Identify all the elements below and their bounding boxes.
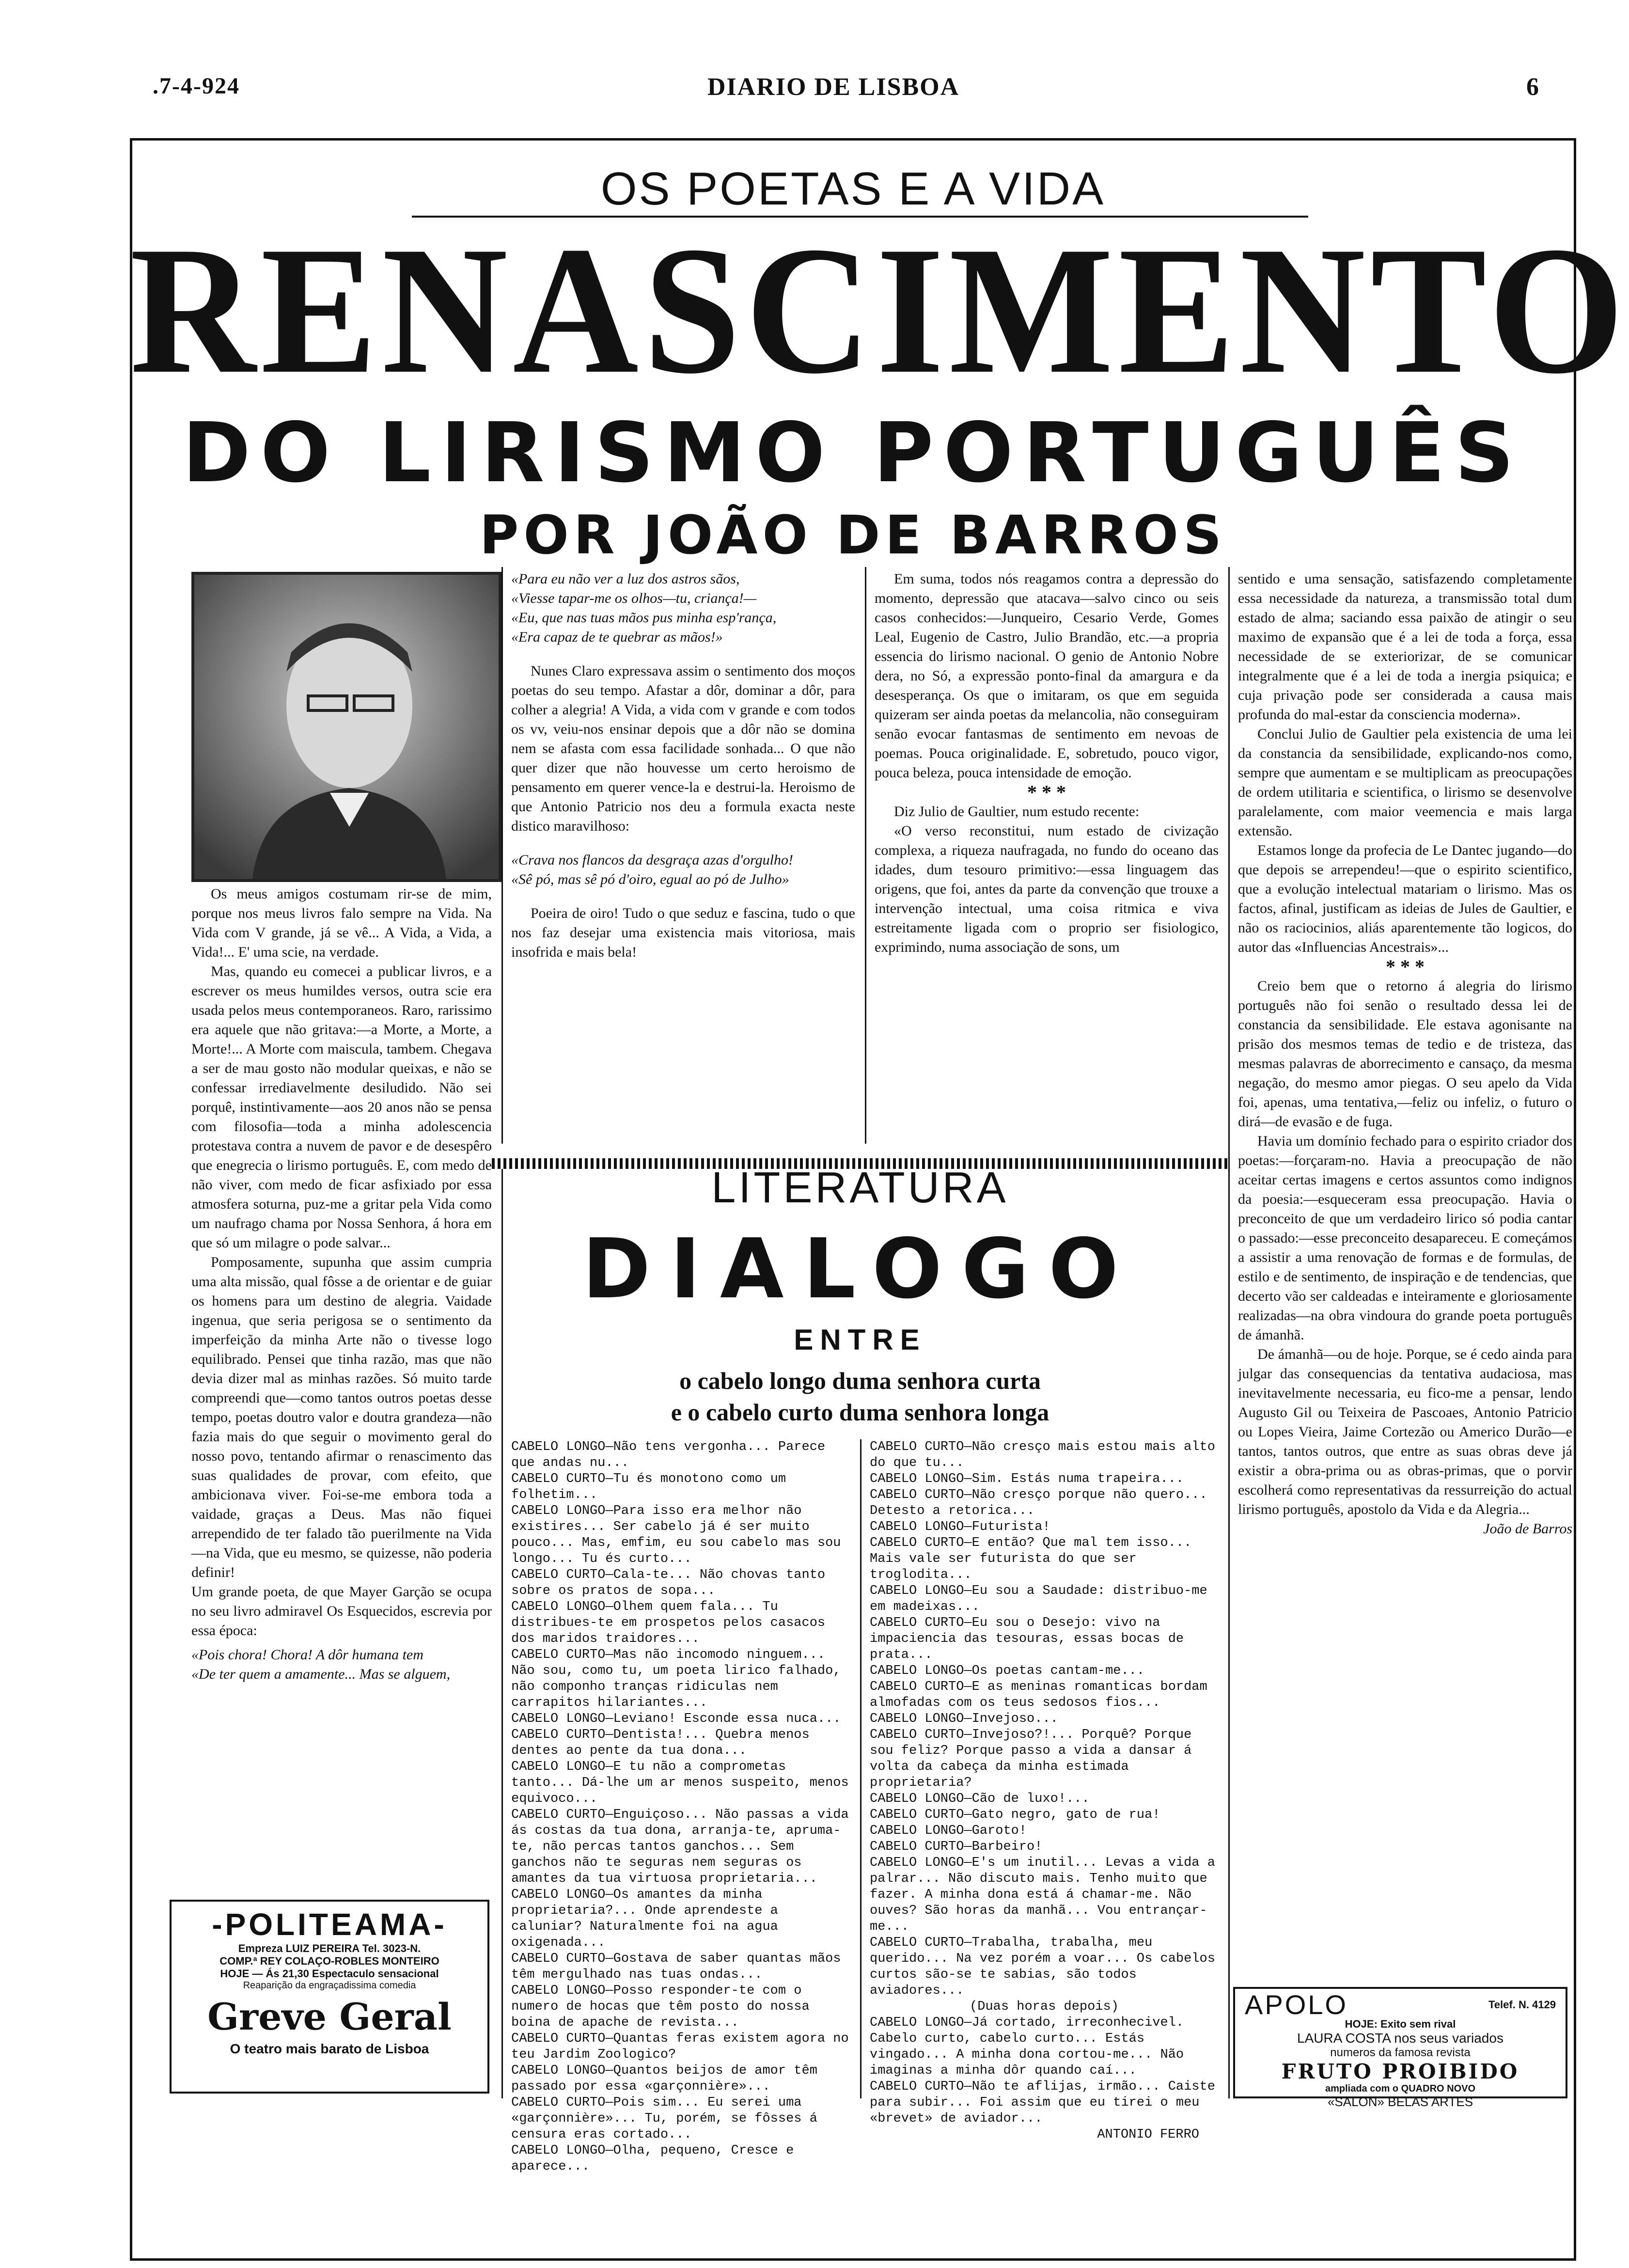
verse-line: «Para eu não ver a luz dos astros sãos, <box>511 571 740 587</box>
dialog-column-rule <box>860 1439 861 2098</box>
section-stars: * * * <box>1386 956 1425 977</box>
dialog-line: CABELO LONGO—Olha, pequeno, Cresce e aparece... <box>511 2143 794 2174</box>
article-column-1 <box>191 884 492 1684</box>
dialog-line: CABELO LONGO—Quantos beijos de amor têm passado por essa «garçonnière»... <box>511 2063 817 2094</box>
section-subtitle-line: o cabelo longo duma senhora curta <box>679 1367 1041 1394</box>
dialog-line: CABELO CURTO—Não cresço mais estou mais alto do que tu... <box>870 1440 1215 1470</box>
article-column-3 <box>875 569 1219 957</box>
dialog-line: CABELO LONGO—Os amantes da minha proprietaria?... Onde aprendeste a caluniar? Naturalmente foi na agua oxigenada... <box>511 1888 778 1950</box>
ad-title: -POLITEAMA- <box>212 1907 447 1942</box>
dialog-line: CABELO LONGO—Eu sou a Saudade: distribuo-me em madeixas... <box>870 1584 1207 1614</box>
paragraph: sentido e uma sensação, satisfazendo completamente essa necessidade da natureza, a transmissão total dum estado de alma; saciando essa paixão de atingir o seu maximo de expansão que é a lei de toda a força, essa necessidade de se exteriorizar, de se comunicar integralmente que é a lei de toda a inergia psiquica; e cuja privação pode ser considerada a causa mais profunda do mal-estar da consciencia moderna». <box>1238 571 1572 723</box>
dialog-line: CABELO LONGO—Olhem quem fala... Tu distribues-te em prospetos pelos casacos dos maridos traidores... <box>511 1600 826 1646</box>
verse-line: «Pois chora! Chora! A dôr humana tem <box>191 1647 423 1663</box>
dialog-line: CABELO LONGO—Garoto! <box>870 1824 1027 1838</box>
dialog-column-b <box>870 1439 1219 2142</box>
paragraph: Creio bem que o retorno á alegria do lirismo português não foi senão o resultado dessa lei de constancia da sensibilidade. Ele estava agonisante na prisão dos mesmos temas de tedio e de tristeza, das mesmas palavras de aborrecimento e cansaço, da mesma negação, do mesmo amor piegas. O seu apelo da Vida foi, apenas, uma tentativa,—feliz ou infeliz, o futuro o dirá—de evasão e de fuga. <box>1238 978 1572 1130</box>
verse-line: «Crava nos flancos da desgraça azas d'orgulho! <box>511 852 793 868</box>
paragraph: Poeira de oiro! Tudo o que seduz e fascina, tudo o que nos faz desejar uma existencia mais vitoriosa, mais insofrida e mais bela! <box>511 905 855 960</box>
ad-line: HOJE — Ás 21,30 Espectaculo sensacional <box>220 1968 439 1980</box>
dialog-line: CABELO CURTO—Não cresço porque não quero... Detesto a retorica... <box>870 1488 1207 1518</box>
dialog-line: CABELO LONGO—Já cortado, irreconhecivel. Cabelo curto, cabelo curto... Estás vingado... A minha dona cortou-me... Não imaginas a minha dôr quando caí... <box>870 2016 1184 2078</box>
dialog-line: CABELO CURTO—Tu és monotono como um folhetim... <box>511 1472 786 1502</box>
dialog-line: CABELO CURTO—Barbeiro! <box>870 1840 1043 1854</box>
ad-play-title: Greve Geral <box>207 1995 452 2038</box>
section-title: DIALOGO <box>582 1221 1138 1317</box>
verse-line: «Sê pó, mas sê pó d'oiro, egual ao pó de Julho» <box>511 871 789 887</box>
paragraph: Diz Julio de Gaultier, num estudo recente: <box>894 803 1140 819</box>
section-kicker: LITERATURA <box>711 1164 1009 1212</box>
dialog-line: CABELO CURTO—E então? Que mal tem isso... Mais vale ser futurista do que ser troglodita... <box>870 1536 1192 1582</box>
paragraph: Estamos longe da profecia de Le Dantec jugando—do que depois se arrependeu!—que o espirito scientifico, que a evolução intelectual matariam o lirismo. Mas os factos, afinal, justificam as ideias de Jules de Gaultier, e não os raciocinios, aliás aparentemente tão logicos, do autor das «Influencias Ancestrais»... <box>1238 842 1572 955</box>
ad-play-title: FRUTO PROIBIDO <box>1281 2060 1519 2083</box>
ad-line: «SALON» BELAS ARTES <box>1327 2095 1473 2109</box>
paragraph: Pomposamente, supunha que assim cumpria uma alta missão, qual fôsse a de orientar e de guiar os homens para um destino de alegria. Vaidade ingenua, que seria perigosa se o sentimento da imperfeição da minha Arte não o tivesse logo equilibrado. Pensei que tinha razão, mas que não devia dizer mal as minhas razões. Só muito tarde compreendi que—como tantos outros poetas desse tempo, poetas doutro valor e doutra grandeza—não fazia mais do que seguir o movimento geral do nosso povo, tentando afirmar o renascimento das suas qualidades de provar, com efeito, que ambicionava viver. Foi-se-me embora toda a vaidade, graças a Deus. Mas não fiquei arrependido de ter falado tão puerilmente na Vida—na Vida, que eu mesmo, se quizesse, não poderia definir! <box>191 1254 492 1580</box>
dialog-stage-note: (Duas horas depois) <box>970 2000 1119 2014</box>
author-portrait <box>191 572 501 882</box>
dialog-line: CABELO LONGO—E tu não a comprometas tanto... Dá-lhe um ar menos suspeito, menos equivoco... <box>511 1760 849 1806</box>
dialog-line: CABELO CURTO—Enguiçoso... Não passas a vida ás costas da tua dona, arranja-te, apruma-te, não percas tantos ganchos... Sem ganchos não te seguras nem seguras os amantes da tua virtuosa proprietaria... <box>511 1808 849 1886</box>
ad-line: HOJE: Exito sem rival <box>1345 2018 1456 2030</box>
ad-line: numeros da famosa revista <box>1330 2046 1471 2059</box>
paragraph: «O verso reconstitui, num estado de civização complexa, a riqueza naufragada, no fundo do oceano das idades, dum tesouro primitivo:—essa linguagem das origens, que foi, antes da parte da convenção que trouxe a intervenção intectual, uma coisa ritmica e viva estreitamente ligada com o proprio ser fisiologico, exprimindo, numa associação de sons, um <box>875 823 1219 955</box>
dialog-line: CABELO CURTO—Eu sou o Desejo: vivo na impaciencia das tesouras, essas bocas de prata... <box>870 1616 1184 1662</box>
dialog-line: CABELO LONGO—Para isso era melhor não existires... Ser cabelo já é ser muito pouco... Mas, emfim, eu sou cabelo mas sou longo... Tu és curto... <box>511 1504 841 1566</box>
verse-line: «De ter quem a amamente... Mas se alguem, <box>191 1666 451 1682</box>
column-rule <box>501 567 503 1144</box>
ad-line: Empreza LUIZ PEREIRA Tel. 3023-N. <box>238 1942 421 1954</box>
verse-line: «Viesse tapar-me os olhos—tu, criança!— <box>511 590 757 606</box>
column-rule <box>1228 567 1230 2098</box>
dialog-line: CABELO CURTO—Quantas feras existem agora no teu Jardim Zoologico? <box>511 2032 849 2062</box>
paragraph: Conclui Julio de Gaultier pela existencia de uma lei da constancia da sensibilidade, explicando-nos como, sempre que aumentam e se multiplicam as preocupações de ordem utilitaria e scientifica, o lirismo se desenvolve paralelamente, com maior veemencia e mais larga extensão. <box>1238 726 1572 839</box>
ad-line: COMP.ª REY COLAÇO-ROBLES MONTEIRO <box>219 1955 439 1967</box>
dialog-line: CABELO CURTO—Dentista!... Quebra menos dentes ao pente da tua dona... <box>511 1728 810 1758</box>
paragraph: Os meus amigos costumam rir-se de mim, porque nos meus livros falo sempre na Vida. Na Vida com V grande, já se vê... A Vida, a Vida, a Vida!... E' uma scie, na verdade. <box>191 886 492 960</box>
ad-line: LAURA COSTA nos seus variados <box>1297 2031 1504 2046</box>
verse-line: «Era capaz de te quebrar as mãos!» <box>511 629 723 645</box>
dialog-line: CABELO LONGO—Cão de luxo!... <box>870 1792 1090 1806</box>
article-title: RENASCIMENTO <box>130 208 1629 411</box>
dialog-line: CABELO LONGO—Leviano! Esconde essa nuca... <box>511 1712 841 1726</box>
dialog-line: CABELO LONGO—Posso responder-te com o numero de hocas que têm posto do nossa boina de apache de revista... <box>511 1984 810 2030</box>
newspaper-name: DIARIO DE LISBOA <box>707 73 960 101</box>
dialog-line: CABELO CURTO—Cala-te... Não chovas tanto sobre os pratos de sopa... <box>511 1568 826 1598</box>
paragraph: Em suma, todos nós reagamos contra a depressão do momento, depressão que atacava—salvo cinco ou seis casos conhecidos:—Junqueiro, Cesario Verde, Gomes Leal, Eugenio de Castro, Julio Brandão, etc.—a propria essencia do lirismo nacional. O genio de Antonio Nobre dera, no Só, a expressão ponto-final da amargura e da desesperança. Os que o imitaram, os que em seguida quizeram ser ainda poetas da melancolia, não conseguiram senão evocar fantasmas de sentimento em nevoas de poemas. Pouca originalidade. E, sobretudo, pouco vigor, pouca beleza, pouca intensidade de emoção. <box>875 571 1219 781</box>
dialog-line: CABELO CURTO—E as meninas romanticas bordam almofadas com os teus sedosos fios... <box>870 1680 1207 1710</box>
article-column-2 <box>511 569 855 962</box>
dialog-line: CABELO LONGO—Invejoso... <box>870 1712 1058 1726</box>
section-stars: * * * <box>1027 781 1066 803</box>
dialog-line: CABELO LONGO—Os poetas cantam-me... <box>870 1664 1145 1678</box>
dialog-line: CABELO LONGO—Futurista! <box>870 1520 1050 1534</box>
paragraph: De ámanhã—ou de hoje. Porque, se é cedo ainda para julgar das consequencias da tentativa audaciosa, mas inevitavelmente necessaria, eu fico-me a pensar, lendo Augusto Gil ou Teixeira de Pascoaes, Antonio Patricio ou Lopes Vieira, Jaime Cortezão ou Americo Durão—e tantos, tantos outros, que entre as suas obras deve já existir a obra-prima ou as obras-primas, que o porvir escolherá como representativas da ressurreição do actual lirismo português, apostolo da Vida e da Alegria... <box>1238 1346 1572 1517</box>
dialog-line: CABELO LONGO—Sim. Estás numa trapeira... <box>870 1472 1184 1486</box>
signature: João de Barros <box>1483 1521 1572 1537</box>
ad-line: ampliada com o QUADRO NOVO <box>1325 2083 1476 2094</box>
dialog-line: CABELO CURTO—Trabalha, trabalha, meu querido... Na vez porém a voar... Os cabelos curtos são-se te sabias, são todos aviadores... <box>870 1936 1215 1998</box>
article-byline: POR JOÃO DE BARROS <box>479 504 1227 566</box>
issue-date: .7-4-924 <box>153 73 240 99</box>
dialog-line: CABELO LONGO—Não tens vergonha... Parece que andas nu... <box>511 1440 826 1470</box>
article-kicker: OS POETAS E A VIDA <box>600 163 1106 215</box>
paragraph: Mas, quando eu comecei a publicar livros, e a escrever os meus humildes versos, outra scie era usada pelos meus contemporaneos. Raro, rarissimo era aquele que não gritava:—a Morte, a Morte, a Morte!... A Morte com maiscula, tambem. Chegava a ser de mau gosto não modular queixas, e não se confessar irrediavelmente desiludido. Não sei porquê, instintivamente—aos 20 anos não se pensa com filosofia—toda a minha adolescencia protestava contra a nuvem de pavor e de desespêro que enegrecia o lirismo português. E, com medo de não viver, com medo de ficar asfixiado por essa atmosfera soturna, puz-me a gritar pela Vida como um naufrago chama por Nossa Senhora, á hora em que só um milagre o pode salvar... <box>191 963 492 1251</box>
portrait-photo-icon <box>194 575 499 879</box>
dialog-line: CABELO CURTO—Gato negro, gato de rua! <box>870 1808 1160 1822</box>
dialog-line: CABELO LONGO—E's um inutil... Levas a vida a palrar... Não discuto mais. Tenho muito que fazer. A minha dona está á chamar-me. Não ouves? São horas da manhã... Vou entrançar-me... <box>870 1856 1215 1934</box>
paragraph: Havia um domínio fechado para o espirito criador dos poetas:—forçaram-no. Havia a preocupação de não aceitar certas imagens e certos assuntos como indignos da poesia:—esqueceram essa preocupação. Havia o preconceito de que um verdadeiro lirico só podia cantar o passado:—esse preconceito desapareceu. E começámos a assistir a uma renovação de formas e de formulas, de estilo e de sentimento, de inspiração e de tendencias, que decerto vão ser caldeadas e inteiramente e gloriosamente realizadas—na obra vindoura do grande poeta português de ámanhã. <box>1238 1133 1572 1343</box>
politeama-ad <box>170 1900 489 2094</box>
section-subtitle: ENTRE <box>794 1323 926 1356</box>
ad-line: Reaparição da engraçadissima comedia <box>243 1980 416 1991</box>
section-subtitle-line: e o cabelo curto duma senhora longa <box>671 1399 1049 1426</box>
dialog-line: CABELO CURTO—Não te aflijas, irmão... Caiste para subir... Foi assim que eu tirei o meu «brevet» de aviador... <box>870 2079 1215 2126</box>
verse-line: «Eu, que nas tuas mãos pus minha esp'rança, <box>511 610 777 626</box>
dialog-line: CABELO CURTO—Pois sim... Eu serei uma «garçonnière»... Tu, porém, se fôsses á censura eras cortado... <box>511 2095 817 2142</box>
article-column-4 <box>1238 569 1572 1539</box>
dialog-line: CABELO CURTO—Invejoso?!... Porquê? Porque sou feliz? Porque passo a vida a dansar á volta da cabeça da minha estimada proprietaria? <box>870 1728 1192 1790</box>
dialog-line: CABELO CURTO—Mas não incomodo ninguem... Não sou, como tu, um poeta lirico falhado, não componho tranças ridiculas nem carrapitos hilariantes... <box>511 1648 841 1710</box>
dialog-column-a <box>511 1439 853 2174</box>
ad-phone: Telef. N. 4129 <box>1488 1999 1556 2011</box>
paragraph: Um grande poeta, de que Mayer Garção se ocupa no seu livro admiravel Os Esquecidos, escrevia por essa época: <box>191 1584 492 1638</box>
dialog-author: ANTONIO FERRO <box>1097 2127 1199 2142</box>
paragraph: Nunes Claro expressava assim o sentimento dos moços poetas do seu tempo. Afastar a dôr, dominar a dôr, para colher a alegria! A Vida, a vida com v grande e com todos os vv, veiu-nos ensinar depois que a dôr não se domina nem se afasta com essa facilidade sonhada... O que não quer dizer que não houvesse um certo heroismo de pensamento em querer vence-la e destrui-la. Heroismo de que Antonio Patricio nos deu a formula exacta neste distico maravilhoso: <box>511 663 855 834</box>
apolo-ad <box>1233 1987 1567 2109</box>
ad-title: APOLO <box>1245 1989 1348 2020</box>
page-number: 6 <box>1526 73 1540 101</box>
dialog-line: CABELO CURTO—Gostava de saber quantas mãos têm mergulhado nas tuas ondas... <box>511 1952 841 1982</box>
column-rule <box>865 567 866 1144</box>
article-subtitle: DO LIRISMO PORTUGUÊS <box>182 405 1524 501</box>
ad-footer: O teatro mais barato de Lisboa <box>230 2041 429 2056</box>
